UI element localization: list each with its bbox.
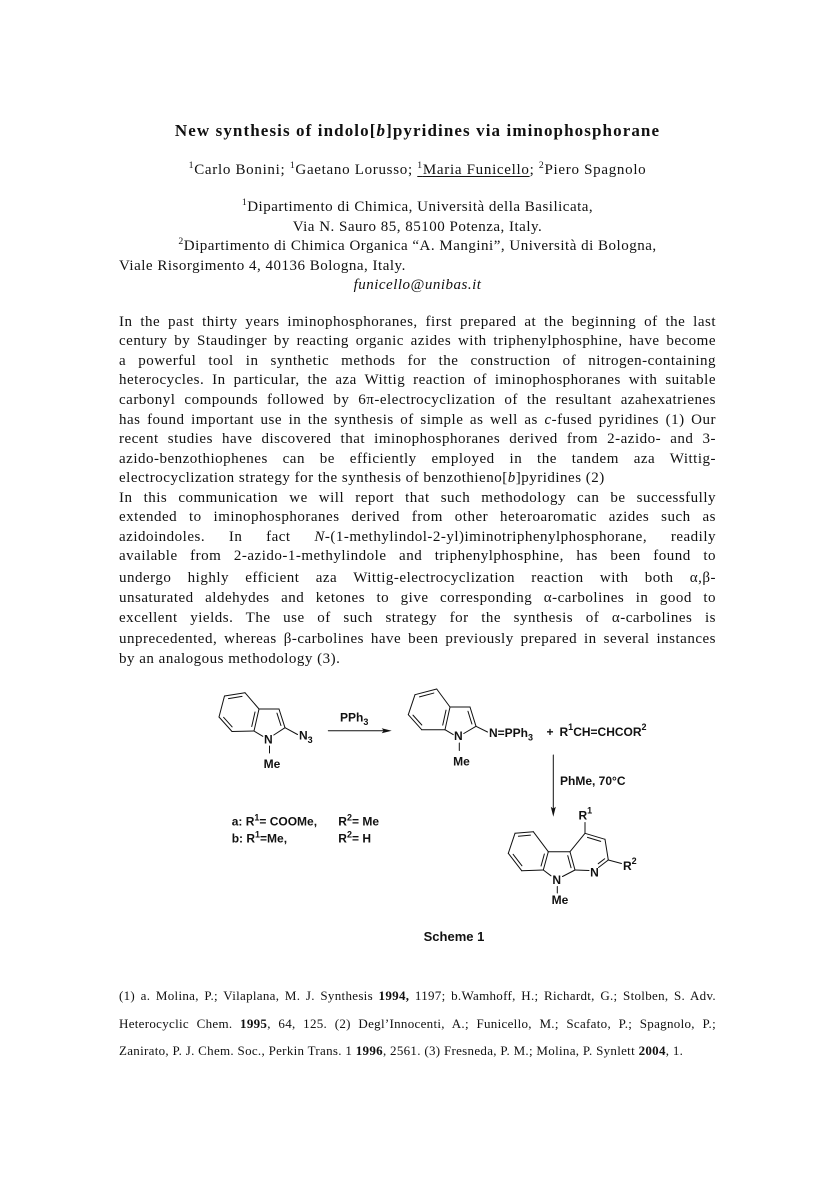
- group-text: N=PPh: [489, 726, 529, 740]
- bond-line: [605, 839, 608, 860]
- superscript: 2: [538, 160, 545, 172]
- bond-line: [599, 860, 609, 868]
- text-line: unsaturated aldehydes and ketones to give corresponding α-carbolines in good to: [119, 590, 716, 607]
- bold-text: 1995: [240, 1015, 268, 1031]
- variant-label: b: R: [231, 831, 256, 846]
- conditions-label: PhMe, 70°C: [560, 774, 626, 788]
- superscript: 1: [587, 805, 593, 816]
- double-bond-line: [443, 710, 446, 725]
- bond-line: [533, 832, 548, 852]
- text-run: Heterocyclic Chem.: [119, 1015, 241, 1031]
- bond-line: [285, 728, 298, 735]
- scheme-caption: Scheme 1: [423, 929, 485, 944]
- superscript: 2: [178, 236, 184, 248]
- italic-text: b: [376, 120, 387, 140]
- double-bond-line: [541, 854, 544, 866]
- text-line: undergo highly efficient aza Wittig-electrocyclization reaction with both α,β-: [119, 570, 716, 587]
- bond-line: [508, 853, 521, 870]
- text-run: , 64, 125. (2) Degl’Innocenti, A.; Funicello, M.; Scafato, P.; Spagnolo, P.;: [267, 1015, 716, 1031]
- text-run: -fused pyridines (1) Our: [551, 411, 716, 428]
- bond-line: [570, 833, 585, 851]
- text-line: [119, 1037, 716, 1065]
- atom-label-nitrogen: N: [453, 729, 463, 743]
- text-line: In this communication we will report that such methodology can be successfully: [119, 489, 716, 506]
- structure-azidoindole: [219, 693, 298, 753]
- variant-b-r1: [232, 829, 287, 845]
- subscript: 3: [307, 735, 313, 745]
- superscript: 1: [568, 722, 574, 732]
- text-run: electrocyclization strategy for the synthesis of benzothieno[: [119, 470, 508, 487]
- text-run: ]pyridines (2): [515, 470, 605, 487]
- text-run: azidoindoles. In fact: [119, 528, 315, 545]
- text-run: Dipartimento di Chimica Organica “A. Mangini”, Università di Bologna,: [183, 238, 657, 255]
- text-run: , 2561. (3) Fresneda, P. M.; Molina, P. Synlett: [382, 1043, 639, 1059]
- text-line: azido-benzothiophenes can be efficiently employed in the tandem aza Wittig-: [119, 450, 716, 467]
- text-line: [119, 469, 716, 489]
- text-line: carbonyl compounds followed by 6π-electrocyclization of the resultant azahexatrienes: [119, 392, 716, 409]
- r-group: R: [578, 808, 588, 823]
- structure-iminophosphorane: [408, 689, 487, 751]
- underlined-text: [417, 162, 529, 178]
- text-run: Gaetano Lorusso;: [295, 162, 418, 179]
- bond-line: [254, 709, 259, 731]
- text-run: , 1.: [665, 1043, 684, 1059]
- double-bond-line: [228, 696, 242, 698]
- atom-label-nitrogen: N: [590, 865, 599, 880]
- double-bond-line: [420, 693, 434, 697]
- r-group: R: [559, 725, 569, 739]
- arrowhead-icon: [551, 807, 556, 817]
- paragraph: [119, 489, 716, 669]
- text-run: has found important use in the synthesis of simple as well as: [119, 411, 545, 428]
- reagent-text: PPh: [340, 710, 364, 725]
- double-bond-line: [413, 715, 422, 725]
- superscript: 2: [346, 829, 352, 840]
- text-run: Carlo Bonini;: [194, 162, 290, 179]
- variant-label: a: R: [231, 814, 255, 829]
- double-bond-line: [587, 837, 600, 841]
- bond-line: [522, 870, 544, 871]
- text-line: [119, 237, 716, 257]
- double-bond-line: [598, 859, 604, 864]
- superscript: 1: [417, 160, 423, 172]
- atom-label-nitrogen: N: [552, 873, 562, 887]
- bond-line: [563, 870, 576, 877]
- text-line: by an analogous methodology (3).: [119, 650, 341, 667]
- double-bond-line: [568, 856, 571, 868]
- double-bond-line: [468, 711, 472, 724]
- bond-line: [543, 852, 548, 870]
- variant-value: = Me: [351, 814, 380, 829]
- r-group: R: [338, 831, 347, 846]
- superscript: 2: [631, 856, 637, 866]
- text-line: [119, 1010, 716, 1038]
- superscript: 1: [255, 829, 261, 840]
- azide-group-label: [299, 729, 313, 746]
- bond-line: [476, 726, 488, 732]
- text-line: recent studies have discovered that iminophosphoranes derived from 2-azido- and 3-: [119, 431, 716, 448]
- text-line: unprecedented, whereas β-carbolines have been previously prepared in several instances: [119, 630, 716, 647]
- superscript: 1: [241, 197, 248, 209]
- superscript: 2: [641, 722, 647, 732]
- text-line: In the past thirty years iminophosphoranes, first prepared at the beginning of the last: [119, 313, 716, 330]
- bond-line: [274, 728, 285, 735]
- bond-line: [279, 709, 285, 728]
- bond-line: [254, 731, 263, 736]
- superscript: 2: [346, 812, 352, 823]
- bond-line: [445, 707, 450, 730]
- text-line: a powerful tool in synthetic methods for the construction of nitrogen-containing: [119, 352, 716, 369]
- text-run: Piero Spagnolo: [544, 162, 647, 179]
- bond-line: [437, 689, 450, 707]
- double-bond-line: [513, 854, 522, 865]
- text-line: extended to iminophosphoranes derived from other heteroaromatic azides such as: [119, 509, 716, 526]
- variant-b-r2: [338, 829, 371, 845]
- text-line: [119, 198, 716, 218]
- bond-line: [508, 833, 515, 853]
- bond-line: [225, 693, 246, 696]
- bond-line: [245, 693, 259, 709]
- paragraph: [119, 313, 716, 489]
- text-run: ;: [529, 162, 539, 179]
- text-line: [119, 528, 716, 548]
- text-line: available from 2-azido-1-methylindole and triphenylphosphine, has been found to: [119, 548, 716, 565]
- bond-line: [543, 870, 551, 876]
- variant-a-r2: [338, 813, 379, 829]
- references: [119, 982, 716, 1065]
- double-bond-line: [277, 713, 281, 725]
- text-run: Zanirato, P. J. Chem. Soc., Perkin Trans. 1: [119, 1043, 356, 1059]
- carbonyl-reagent-label: [560, 722, 647, 739]
- azide-group-text: N: [299, 728, 308, 743]
- variant-value: = H: [351, 831, 372, 846]
- text-line: [119, 982, 716, 1010]
- superscript: 1: [254, 812, 260, 823]
- r-group: R: [338, 814, 347, 829]
- abstract-body: [119, 313, 716, 669]
- bond-line: [232, 731, 254, 732]
- text-line: [119, 411, 716, 431]
- bond-line: [464, 726, 476, 733]
- bond-line: [515, 832, 533, 834]
- text-line: Via N. Sauro 85, 85100 Potenza, Italy.: [292, 218, 543, 235]
- italic-text: c: [544, 411, 552, 428]
- iminophosphorane-group-label: [489, 726, 533, 743]
- variant-a-r1: [232, 813, 317, 829]
- double-bond-line: [252, 712, 255, 727]
- subscript: 3: [528, 732, 534, 743]
- bold-text: 1994,: [378, 988, 410, 1004]
- bond-line: [219, 696, 225, 717]
- paper-title: [119, 120, 716, 142]
- text-run: Maria Funicello: [422, 162, 530, 179]
- contact-email: funicello@unibas.it: [353, 277, 482, 294]
- double-bond-line: [224, 717, 233, 727]
- plus-sign: +: [546, 725, 554, 739]
- bond-line: [570, 852, 575, 870]
- structure-alpha-carboline: [508, 823, 621, 894]
- bond-line: [575, 870, 589, 871]
- text-run: (1) a. Molina, P.; Vilaplana, M. J. Synthesis: [119, 988, 379, 1004]
- bond-line: [219, 717, 232, 732]
- text-line: century by Staudinger by reacting organic azides with triphenylphosphine, have become: [119, 333, 716, 350]
- variant-value: =Me,: [260, 831, 288, 846]
- arrowhead-icon: [382, 728, 392, 733]
- bond-line: [470, 707, 476, 726]
- affiliations: [119, 198, 716, 296]
- italic-text: b: [507, 470, 516, 487]
- atom-label-nitrogen: N: [263, 732, 273, 747]
- italic-text: N: [314, 528, 325, 545]
- text-run: New synthesis of indolo[: [174, 120, 377, 140]
- text-run: Dipartimento di Chimica, Università della Basilicata,: [247, 199, 594, 216]
- text-run: ]pyridines via iminophosphorane: [386, 120, 661, 140]
- methyl-label: Me: [551, 893, 569, 907]
- r2-label: [623, 856, 637, 873]
- text-line: Viale Risorgimento 4, 40136 Bologna, Italy.: [119, 257, 406, 274]
- bond-line: [585, 833, 605, 839]
- methyl-label: Me: [453, 754, 470, 769]
- superscript: 1: [289, 160, 296, 172]
- reagent-label: [340, 711, 368, 727]
- text-line: heterocycles. In particular, the aza Wittig reaction of iminophosphoranes with suitable: [119, 372, 716, 389]
- author-list: [119, 160, 716, 180]
- bold-text: 1996: [355, 1043, 383, 1059]
- bond-line: [445, 730, 453, 735]
- subscript: 3: [363, 717, 369, 727]
- bond-line: [408, 695, 415, 715]
- text-run: -(1-methylindol-2-yl)iminotriphenylphosphorane, readily: [324, 528, 716, 545]
- bond-line: [415, 689, 437, 695]
- methyl-label: Me: [263, 757, 281, 771]
- r1-label: [579, 806, 593, 823]
- bond-line: [408, 715, 421, 730]
- superscript: 1: [188, 160, 195, 172]
- text-run: 1197; b.Wamhoff, H.; Richardt, G.; Stolben, S. Adv.: [409, 988, 716, 1004]
- text-line: excellent yields. The use of such strategy for the synthesis of α-carbolines is: [119, 610, 716, 627]
- r-group: R: [623, 859, 632, 873]
- affiliation-lines: [119, 198, 716, 276]
- bond-line: [608, 860, 621, 864]
- variant-value: = COOMe,: [259, 814, 318, 829]
- chain-text: CH=CHCOR: [573, 725, 642, 739]
- double-bond-line: [518, 835, 530, 836]
- bold-text: 2004: [638, 1043, 666, 1059]
